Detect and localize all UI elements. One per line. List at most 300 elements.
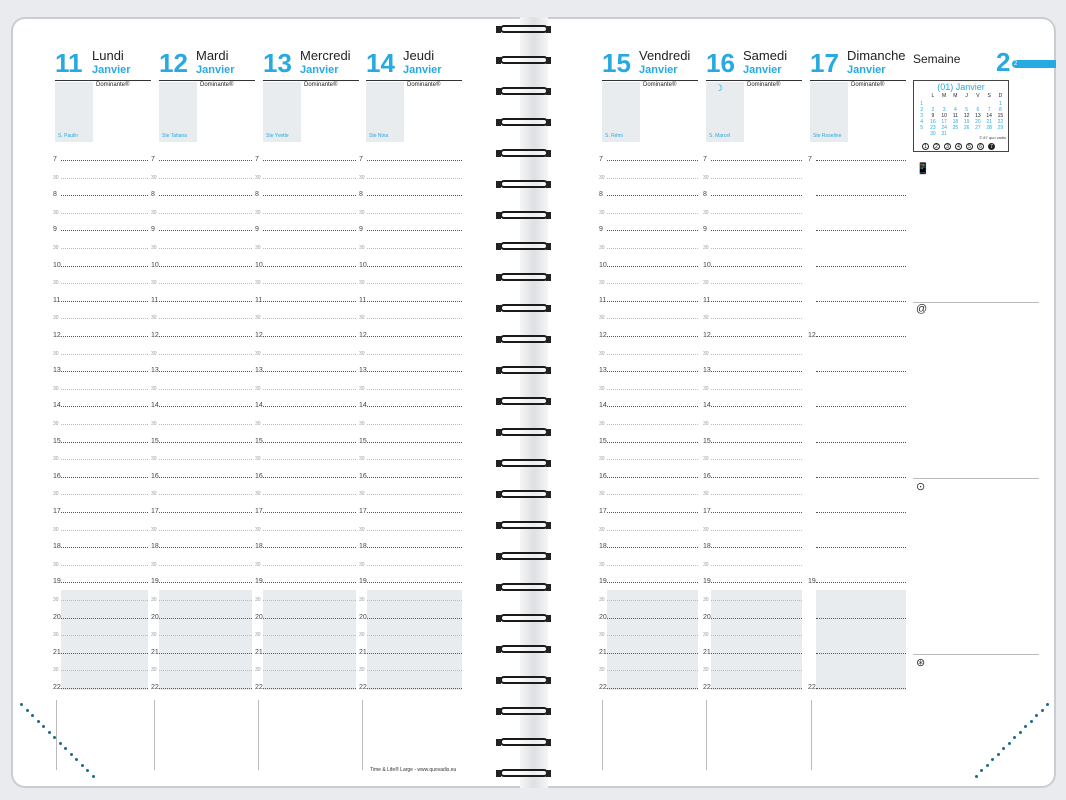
hour-line[interactable] [816, 266, 906, 267]
half-hour-line[interactable] [367, 565, 462, 566]
hour-line[interactable] [607, 618, 698, 619]
half-hour-line[interactable] [159, 248, 252, 249]
mini-calendar-day[interactable]: 6 [976, 107, 980, 113]
half-hour-line[interactable] [711, 354, 802, 355]
mini-calendar-day[interactable]: 13 [975, 113, 981, 119]
half-hour-line[interactable] [263, 283, 356, 284]
mini-calendar-day[interactable]: 9 [931, 113, 935, 119]
hour-line[interactable] [367, 653, 462, 654]
hour-line[interactable] [816, 618, 906, 619]
hour-label: 7 [599, 156, 603, 163]
half-hour-line[interactable] [711, 213, 802, 214]
hour-line[interactable] [367, 477, 462, 478]
half-hour-line[interactable] [367, 389, 462, 390]
round-marker: 3 [944, 143, 951, 150]
hour-line[interactable] [159, 618, 252, 619]
hour-line[interactable] [367, 371, 462, 372]
half-hour-line[interactable] [711, 178, 802, 179]
half-hour-line[interactable] [367, 635, 462, 636]
hour-label: 22 [255, 684, 263, 691]
half-hour-line[interactable] [61, 670, 148, 671]
mini-calendar-day[interactable] [916, 131, 927, 138]
half-hour-line[interactable] [711, 283, 802, 284]
half-hour-line[interactable] [263, 459, 356, 460]
mini-calendar-day[interactable]: 14 [986, 113, 992, 119]
hour-line[interactable] [816, 160, 906, 161]
punch-hole [546, 305, 551, 312]
hour-line[interactable] [711, 371, 802, 372]
hour-line[interactable] [159, 477, 252, 478]
half-hour-line[interactable] [263, 213, 356, 214]
half-hour-line[interactable] [159, 178, 252, 179]
punch-hole [546, 584, 551, 591]
half-hour-line[interactable] [367, 494, 462, 495]
mini-calendar-day[interactable]: 27 [975, 125, 981, 131]
hour-line[interactable] [367, 688, 462, 689]
hour-line[interactable] [711, 442, 802, 443]
half-hour-line[interactable] [61, 213, 148, 214]
hour-line[interactable] [61, 266, 148, 267]
hour-line[interactable] [711, 230, 802, 231]
week-number: 2 [996, 47, 1011, 77]
hour-line[interactable] [159, 688, 252, 689]
hour-line[interactable] [607, 406, 698, 407]
half-hour-line[interactable] [711, 248, 802, 249]
half-hour-line[interactable] [61, 635, 148, 636]
half-hour-line[interactable] [61, 424, 148, 425]
half-hour-label: 30 [703, 280, 709, 287]
half-hour-line[interactable] [367, 600, 462, 601]
half-hour-line[interactable] [607, 600, 698, 601]
half-hour-label: 30 [255, 421, 261, 427]
weekday-letter: M [942, 93, 947, 99]
half-hour-line[interactable] [159, 600, 252, 601]
hour-line[interactable] [159, 301, 252, 302]
evening-shade [263, 590, 356, 690]
hour-line[interactable] [816, 547, 906, 548]
half-hour-label: 30 [53, 597, 59, 603]
half-hour-line[interactable] [607, 424, 698, 425]
hour-label: 12 [359, 332, 367, 339]
hour-line[interactable] [607, 512, 698, 513]
mini-calendar-day[interactable]: 28 [986, 125, 992, 131]
hour-line[interactable] [263, 653, 356, 654]
mini-calendar-day[interactable]: 10 [941, 113, 947, 119]
hour-line[interactable] [159, 266, 252, 267]
half-hour-line[interactable] [367, 213, 462, 214]
spiral-tube [500, 87, 548, 95]
hour-line[interactable] [61, 582, 148, 583]
half-hour-line[interactable] [367, 530, 462, 531]
half-hour-line[interactable] [159, 670, 252, 671]
hour-line[interactable] [263, 336, 356, 337]
hour-line[interactable] [607, 266, 698, 267]
half-hour-line[interactable] [607, 635, 698, 636]
hour-line[interactable] [61, 336, 148, 337]
hour-line[interactable] [159, 582, 252, 583]
half-hour-line[interactable] [711, 530, 802, 531]
half-hour-line[interactable] [159, 318, 252, 319]
weekday-letter: L [931, 93, 935, 99]
hour-line[interactable] [816, 195, 906, 196]
spiral-tube [500, 769, 548, 777]
half-hour-label: 30 [359, 597, 365, 603]
half-hour-line[interactable] [711, 389, 802, 390]
mini-calendar-day[interactable]: 20 [975, 119, 981, 125]
hour-line[interactable] [816, 688, 906, 689]
hour-line[interactable] [607, 477, 698, 478]
hour-line[interactable] [607, 442, 698, 443]
half-hour-line[interactable] [263, 565, 356, 566]
half-hour-line[interactable] [367, 424, 462, 425]
hour-line[interactable] [607, 195, 698, 196]
evening-shade [607, 590, 698, 690]
hour-line[interactable] [263, 371, 356, 372]
mini-calendar-day[interactable]: 22 [997, 119, 1004, 125]
half-hour-label: 30 [151, 421, 157, 427]
half-hour-line[interactable] [367, 459, 462, 460]
punch-hole [496, 646, 501, 653]
mini-calendar-day[interactable]: 25 [952, 125, 959, 131]
hour-line[interactable] [367, 160, 462, 161]
hour-line[interactable] [711, 582, 802, 583]
half-hour-line[interactable] [607, 283, 698, 284]
half-hour-line[interactable] [263, 600, 356, 601]
hour-line[interactable] [263, 618, 356, 619]
mini-calendar-day[interactable]: 1 [998, 101, 1002, 107]
hour-line[interactable] [159, 230, 252, 231]
half-hour-line[interactable] [263, 670, 356, 671]
hour-line[interactable] [61, 688, 148, 689]
hour-line[interactable] [607, 336, 698, 337]
mini-calendar-day[interactable]: 2 [931, 107, 935, 113]
half-hour-line[interactable] [61, 600, 148, 601]
half-hour-line[interactable] [263, 530, 356, 531]
hour-line[interactable] [816, 336, 906, 337]
hour-line[interactable] [367, 512, 462, 513]
mini-calendar-day[interactable]: 7 [987, 107, 991, 113]
half-hour-line[interactable] [263, 318, 356, 319]
weekday-letter: J [965, 93, 968, 99]
hour-line[interactable] [816, 512, 906, 513]
weekday-letter: M [953, 93, 958, 99]
half-hour-label: 30 [255, 456, 261, 463]
half-hour-line[interactable] [607, 213, 698, 214]
mini-calendar-day[interactable]: 3 [942, 107, 946, 113]
hour-line[interactable] [367, 442, 462, 443]
mini-calendar-day[interactable]: 11 [952, 113, 958, 119]
mini-calendar-day[interactable]: 30 [930, 131, 936, 137]
half-hour-line[interactable] [263, 424, 356, 425]
half-hour-line[interactable] [367, 670, 462, 671]
hour-line[interactable] [816, 301, 906, 302]
hour-label: 11 [255, 296, 263, 304]
weekday-letter: S [987, 93, 991, 99]
half-hour-line[interactable] [263, 389, 356, 390]
hour-line[interactable] [263, 160, 356, 161]
perforation-dot [1035, 714, 1038, 717]
mini-calendar-day[interactable]: 5 [965, 107, 969, 113]
mini-calendar-day[interactable]: 5 [920, 125, 924, 131]
hour-line[interactable] [61, 477, 148, 478]
hour-line[interactable] [367, 301, 462, 302]
mini-calendar-day[interactable] [950, 131, 961, 138]
hour-label: 10 [53, 261, 61, 269]
hour-label: 18 [359, 543, 367, 551]
half-hour-line[interactable] [61, 494, 148, 495]
half-hour-line[interactable] [607, 248, 698, 249]
hour-line[interactable] [61, 301, 148, 302]
half-hour-line[interactable] [711, 424, 802, 425]
mini-calendar-day[interactable]: 19 [963, 119, 970, 125]
hour-line[interactable] [263, 512, 356, 513]
half-hour-line[interactable] [159, 635, 252, 636]
half-hour-line[interactable] [711, 670, 802, 671]
half-hour-label: 30 [53, 456, 59, 463]
half-hour-line[interactable] [607, 670, 698, 671]
perforation-dot [1008, 742, 1011, 745]
hour-line[interactable] [711, 336, 802, 337]
hour-line[interactable] [159, 547, 252, 548]
half-hour-line[interactable] [61, 565, 148, 566]
half-hour-line[interactable] [607, 389, 698, 390]
hour-line[interactable] [263, 688, 356, 689]
hour-label: 18 [53, 543, 61, 551]
hour-line[interactable] [711, 406, 802, 407]
mini-calendar-day[interactable]: 2 [920, 107, 924, 113]
hour-line[interactable] [61, 512, 148, 513]
hour-label: 9 [53, 226, 57, 234]
hour-line[interactable] [711, 547, 802, 548]
half-hour-line[interactable] [607, 318, 698, 319]
hour-line[interactable] [263, 301, 356, 302]
round-marker: 1 [922, 143, 929, 150]
spiral-ring [496, 241, 552, 252]
half-hour-line[interactable] [711, 318, 802, 319]
half-hour-line[interactable] [159, 424, 252, 425]
hour-label: 9 [359, 226, 363, 234]
half-hour-line[interactable] [367, 318, 462, 319]
mini-calendar-day[interactable] [961, 131, 972, 138]
half-hour-line[interactable] [159, 283, 252, 284]
mini-calendar-day[interactable]: 24 [941, 125, 947, 131]
hour-line[interactable] [61, 230, 148, 231]
half-hour-line[interactable] [367, 248, 462, 249]
mini-calendar-day[interactable]: 31 [941, 131, 947, 137]
hour-line[interactable] [263, 547, 356, 548]
hour-line[interactable] [607, 547, 698, 548]
hour-line[interactable] [367, 230, 462, 231]
half-hour-line[interactable] [263, 635, 356, 636]
half-hour-line[interactable] [61, 459, 148, 460]
half-hour-line[interactable] [61, 389, 148, 390]
hour-line[interactable] [159, 442, 252, 443]
punch-hole [496, 119, 501, 126]
mini-calendar-day[interactable]: 12 [963, 113, 970, 119]
hour-line[interactable] [159, 406, 252, 407]
hour-line[interactable] [367, 266, 462, 267]
hour-line[interactable] [711, 618, 802, 619]
half-hour-line[interactable] [159, 494, 252, 495]
half-hour-line[interactable] [711, 565, 802, 566]
half-hour-line[interactable] [607, 354, 698, 355]
half-hour-label: 30 [599, 456, 605, 463]
hour-line[interactable] [607, 582, 698, 583]
hour-line[interactable] [263, 582, 356, 583]
hour-line[interactable] [263, 230, 356, 231]
punch-hole [496, 584, 501, 591]
hour-line[interactable] [816, 582, 906, 583]
half-hour-line[interactable] [159, 565, 252, 566]
hour-line[interactable] [607, 653, 698, 654]
half-hour-line[interactable] [263, 248, 356, 249]
mini-calendar-title: (01) Janvier [937, 82, 985, 92]
hour-line[interactable] [159, 336, 252, 337]
mini-calendar-day[interactable]: 1 [920, 101, 924, 107]
half-hour-line[interactable] [367, 283, 462, 284]
hour-line[interactable] [711, 653, 802, 654]
half-hour-line[interactable] [159, 213, 252, 214]
hour-line[interactable] [263, 266, 356, 267]
punch-hole [546, 460, 551, 467]
half-hour-label: 30 [151, 526, 157, 533]
hour-line[interactable] [816, 406, 906, 407]
half-hour-line[interactable] [607, 530, 698, 531]
hour-line[interactable] [61, 547, 148, 548]
mini-calendar-day[interactable]: 8 [998, 107, 1002, 113]
hour-line[interactable] [61, 195, 148, 196]
half-hour-line[interactable] [61, 530, 148, 531]
hour-label: 19 [599, 578, 607, 586]
half-hour-line[interactable] [159, 459, 252, 460]
half-hour-line[interactable] [159, 389, 252, 390]
spiral-tube [500, 211, 548, 219]
mini-calendar-day[interactable]: 18 [952, 119, 959, 125]
half-hour-line[interactable] [711, 459, 802, 460]
hour-line[interactable] [711, 195, 802, 196]
hour-label: 7 [808, 156, 812, 163]
month-label: Janvier [92, 64, 131, 76]
hour-line[interactable] [607, 160, 698, 161]
half-hour-line[interactable] [711, 494, 802, 495]
hour-line[interactable] [367, 618, 462, 619]
hour-line[interactable] [711, 512, 802, 513]
half-hour-line[interactable] [607, 565, 698, 566]
half-hour-label: 30 [359, 491, 365, 498]
hour-line[interactable] [367, 336, 462, 337]
half-hour-line[interactable] [61, 248, 148, 249]
mini-calendar-day[interactable]: 15 [997, 113, 1004, 119]
hour-line[interactable] [263, 406, 356, 407]
half-hour-line[interactable] [61, 354, 148, 355]
hour-line[interactable] [816, 371, 906, 372]
half-hour-line[interactable] [367, 178, 462, 179]
hour-line[interactable] [711, 477, 802, 478]
hour-line[interactable] [607, 301, 698, 302]
hour-line[interactable] [159, 653, 252, 654]
hour-line[interactable] [61, 371, 148, 372]
evening-shade [367, 590, 462, 690]
week-tab[interactable] [1012, 60, 1056, 68]
hour-line[interactable] [61, 406, 148, 407]
mini-calendar-day[interactable]: 16 [930, 119, 936, 125]
hour-line[interactable] [263, 442, 356, 443]
hour-line[interactable] [61, 653, 148, 654]
hour-line[interactable] [607, 371, 698, 372]
half-hour-line[interactable] [263, 354, 356, 355]
half-hour-label: 30 [53, 174, 59, 181]
day-name: Lundi [92, 48, 124, 63]
hour-line[interactable] [711, 301, 802, 302]
day-number: 11 [55, 48, 83, 78]
hour-line[interactable] [367, 406, 462, 407]
half-hour-line[interactable] [607, 459, 698, 460]
half-hour-label: 30 [599, 385, 605, 392]
mini-calendar-day[interactable]: 21 [986, 119, 992, 125]
hour-line[interactable] [816, 477, 906, 478]
hour-line[interactable] [61, 160, 148, 161]
half-hour-line[interactable] [159, 530, 252, 531]
half-hour-line[interactable] [711, 635, 802, 636]
mini-calendar-day[interactable]: 26 [963, 125, 970, 131]
dominante-label: Dominante® [747, 82, 781, 88]
hour-label: 21 [255, 648, 263, 656]
mini-calendar-day[interactable]: 23 [930, 125, 936, 131]
hour-line[interactable] [159, 512, 252, 513]
half-hour-line[interactable] [61, 178, 148, 179]
mini-calendar-day[interactable]: 4 [953, 107, 957, 113]
hour-line[interactable] [816, 442, 906, 443]
hour-line[interactable] [159, 160, 252, 161]
hour-line[interactable] [607, 230, 698, 231]
hour-line[interactable] [711, 160, 802, 161]
half-hour-line[interactable] [607, 178, 698, 179]
hour-line[interactable] [367, 582, 462, 583]
mini-calendar-day[interactable]: 3 [920, 113, 924, 119]
hour-line[interactable] [263, 477, 356, 478]
hour-line[interactable] [263, 195, 356, 196]
half-hour-line[interactable] [61, 283, 148, 284]
hour-line[interactable] [159, 195, 252, 196]
half-hour-line[interactable] [159, 354, 252, 355]
hour-line[interactable] [61, 442, 148, 443]
perforation-dot [81, 764, 84, 767]
mini-calendar-day[interactable]: 4 [920, 119, 924, 125]
perforation-dot [48, 731, 51, 734]
spiral-ring [496, 86, 552, 97]
half-hour-line[interactable] [263, 178, 356, 179]
half-hour-line[interactable] [263, 494, 356, 495]
mini-calendar-day[interactable]: 29 [997, 125, 1004, 131]
hour-line[interactable] [159, 371, 252, 372]
hour-line[interactable] [711, 688, 802, 689]
perforation-dot [980, 769, 983, 772]
hour-line[interactable] [607, 688, 698, 689]
hour-line[interactable] [367, 547, 462, 548]
half-hour-line[interactable] [367, 354, 462, 355]
hour-line[interactable] [816, 653, 906, 654]
half-hour-line[interactable] [607, 494, 698, 495]
hour-line[interactable] [711, 266, 802, 267]
mini-calendar-day[interactable]: 17 [941, 119, 947, 125]
half-hour-line[interactable] [711, 600, 802, 601]
hour-line[interactable] [816, 230, 906, 231]
perforation-dot [1002, 747, 1005, 750]
day-number: 13 [263, 48, 292, 78]
half-hour-line[interactable] [61, 318, 148, 319]
hour-line[interactable] [367, 195, 462, 196]
hour-line[interactable] [61, 618, 148, 619]
